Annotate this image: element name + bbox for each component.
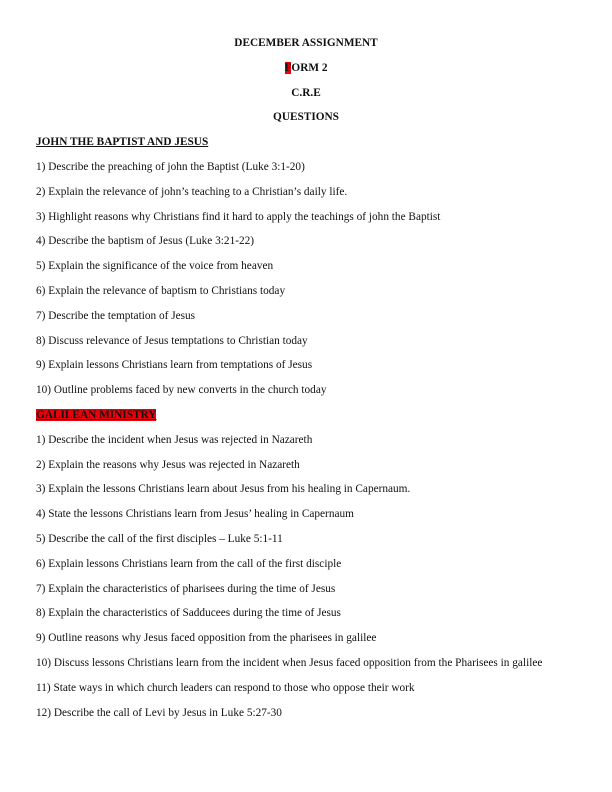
question-item: 6) Explain the relevance of baptism to Christians today — [36, 284, 286, 297]
form-label — [0, 56, 612, 81]
section-heading — [36, 130, 596, 155]
question-item: 7) Explain the characteristics of pharisees during the time of Jesus — [36, 582, 336, 595]
form-first-letter: F — [284, 61, 292, 74]
question-item: 4) Describe the baptism of Jesus (Luke 3:21-22) — [36, 235, 255, 248]
question-item: 8) Discuss relevance of Jesus temptations to Christian today — [36, 334, 308, 347]
question-item: 5) Explain the significance of the voice from heaven — [36, 260, 274, 273]
questions-label: QUESTIONS — [273, 111, 339, 124]
document-page — [36, 31, 596, 725]
question-item: 12) Describe the call of Levi by Jesus in Luke 5:27-30 — [36, 706, 282, 719]
document-title: DECEMBER ASSIGNMENT — [234, 37, 378, 49]
question-item: 4) State the lessons Christians learn from Jesus’ healing in Capernaum — [36, 508, 354, 521]
question-item: 9) Outline reasons why Jesus faced opposition from the pharisees in galilee — [36, 632, 377, 645]
question-item: 8) Explain the characteristics of Sadducees during the time of Jesus — [36, 607, 341, 620]
form-rest: ORM 2 — [291, 61, 328, 74]
question-item: 1) Describe the incident when Jesus was rejected in Nazareth — [36, 433, 313, 446]
question-item: 5) Describe the call of the first disciples – Luke 5:1-11 — [36, 532, 283, 545]
question-item: 2) Explain the relevance of john’s teaching to a Christian’s daily life. — [36, 185, 348, 198]
question-item: 6) Explain lessons Christians learn from the call of the first disciple — [36, 557, 342, 570]
question-item: 11) State ways in which church leaders can respond to those who oppose their work — [36, 681, 415, 694]
question-item: 10) Discuss lessons Christians learn from the incident when Jesus faced opposition from the Pharisees in galilee — [36, 656, 543, 669]
question-item: 10) Outline problems faced by new converts in the church today — [36, 384, 327, 397]
question-item: 3) Explain the lessons Christians learn about Jesus from his healing in Capernaum. — [36, 483, 411, 496]
question-item: 1) Describe the preaching of john the Baptist (Luke 3:1-20) — [36, 160, 305, 173]
section-heading — [36, 403, 596, 428]
question-item: 7) Describe the temptation of Jesus — [36, 309, 196, 322]
question-item: 3) Highlight reasons why Christians find it hard to apply the teachings of john the Baptist — [36, 210, 441, 223]
question-item: 9) Explain lessons Christians learn from temptations of Jesus — [36, 359, 313, 372]
subject-label: C.R.E — [291, 86, 321, 99]
question-item: 2) Explain the reasons why Jesus was rejected in Nazareth — [36, 458, 300, 471]
section-heading-text: JOHN THE BAPTIST AND JESUS — [36, 136, 209, 149]
section-heading-text: GALILEAN MINISTRY — [36, 408, 157, 421]
